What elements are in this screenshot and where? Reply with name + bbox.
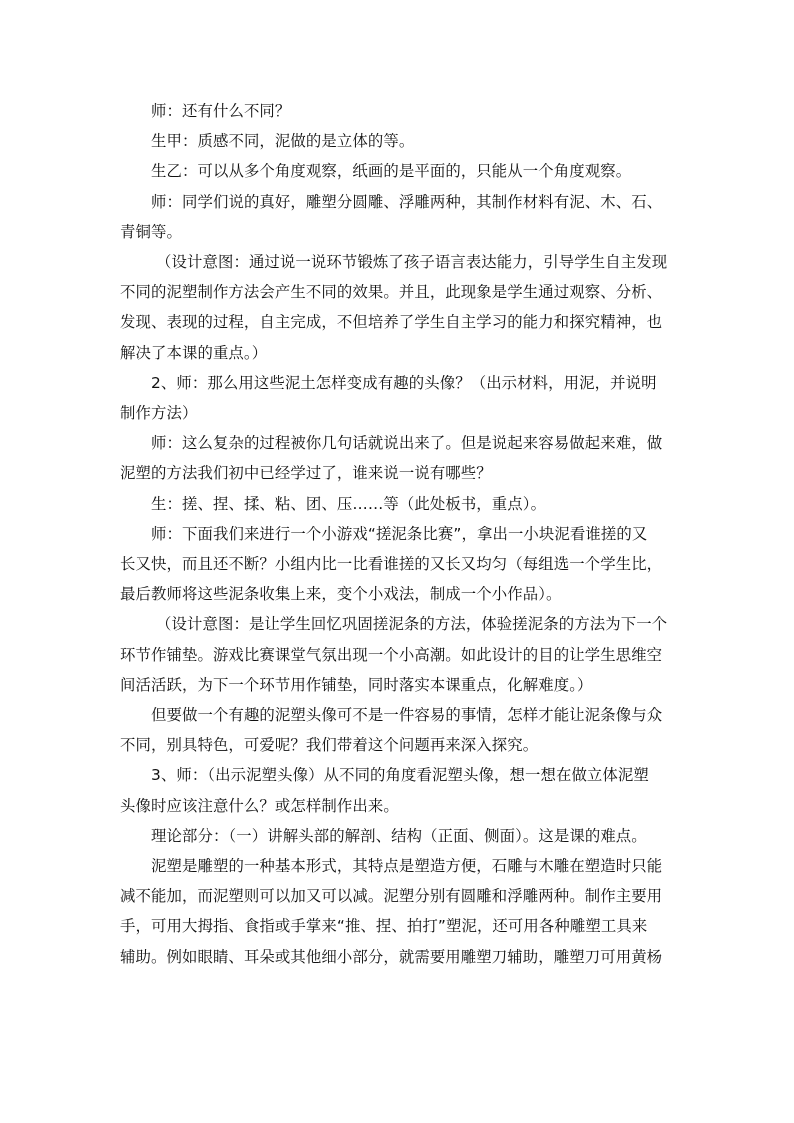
document-body — [120, 96, 680, 972]
paragraph-design-intent-1 — [120, 247, 680, 368]
text-line: 2、师：那么用这些泥土怎样变成有趣的头像？（出示材料，用泥，并说明 — [151, 373, 657, 392]
text-line: 生：搓、捏、揉、粘、团、压……等（此处板书，重点）。 — [151, 494, 547, 513]
paragraph-student-a — [120, 126, 680, 156]
text-line: 不同，别具特色，可爱呢？我们带着这个问题再来深入探究。 — [120, 736, 539, 755]
paragraph-step-3 — [120, 760, 680, 820]
text-line: 不同的泥塑制作方法会产生不同的效果。并且，此现象是学生通过观察、分析、 — [120, 283, 663, 302]
text-line: 最后教师将这些泥条收集上来，变个小戏法，制成一个小作品）。 — [120, 585, 562, 604]
text-line: 减不能加，而泥塑则可以加又可以减。泥塑分别有圆雕和浮雕两种。制作主要用 — [120, 887, 663, 906]
paragraph-teacher-game — [120, 519, 680, 610]
text-line: （设计意图：是让学生回忆巩固搓泥条的方法，体验搓泥条的方法为下一个 — [156, 615, 668, 634]
text-line: 师：这么复杂的过程被你几句话就说出来了。但是说起来容易做起来难，做 — [151, 434, 663, 453]
text-line: 师：同学们说的真好，雕塑分圆雕、浮雕两种，其制作材料有泥、木、石、 — [151, 192, 663, 211]
paragraph-clay-sculpture-intro — [120, 851, 680, 972]
paragraph-student-b — [120, 156, 680, 186]
paragraph-step-2 — [120, 368, 680, 428]
paragraph-design-intent-2 — [120, 609, 680, 700]
text-line: 间活活跃，为下一个环节用作铺垫，同时落实本课重点，化解难度。） — [120, 675, 593, 694]
text-line: （设计意图：通过说一说环节锻炼了孩子语言表达能力，引导学生自主发现 — [156, 253, 668, 272]
paragraph-challenge — [120, 700, 680, 760]
text-line: 理论部分：（一）讲解头部的解剖、结构（正面、侧面）。这是课的难点。 — [151, 826, 647, 845]
text-line: 青铜等。 — [120, 222, 182, 241]
text-line: 泥塑的方法我们初中已经学过了，谁来说一说有哪些？ — [120, 464, 492, 483]
text-line: 但要做一个有趣的泥塑头像可不是一件容易的事情，怎样才能让泥条像与众 — [151, 706, 663, 725]
text-line: 师：下面我们来进行一个小游戏“搓泥条比赛”，拿出一小块泥看谁搓的又 — [151, 524, 648, 543]
text-line: 长又快，而且还不断？小组内比一比看谁搓的又长又均匀（每组选一个学生比， — [120, 555, 663, 574]
text-line: 生乙：可以从多个角度观察，纸画的是平面的，只能从一个角度观察。 — [151, 162, 632, 181]
paragraph-student-techniques — [120, 489, 680, 519]
paragraph-teacher-question — [120, 96, 680, 126]
text-line: 泥塑是雕塑的一种基本形式，其特点是塑造方便，石雕与木雕在塑造时只能 — [151, 857, 663, 876]
text-line: 3、师：（出示泥塑头像）从不同的角度看泥塑头像，想一想在做立体泥塑 — [151, 766, 649, 785]
text-line: 头像时应该注意什么？或怎样制作出来。 — [120, 796, 399, 815]
paragraph-theory — [120, 821, 680, 851]
text-line: 环节作铺垫。游戏比赛课堂气氛出现一个小高潮。如此设计的目的让学生思维空 — [120, 645, 663, 664]
text-line: 手，可用大拇指、食指或手掌来“推、捏、拍打”塑泥，还可用各种雕塑工具来 — [120, 917, 648, 936]
text-line: 制作方法） — [120, 404, 198, 423]
text-line: 生甲：质感不同，泥做的是立体的等。 — [151, 132, 415, 151]
text-line: 解决了本课的重点。） — [120, 343, 268, 362]
text-line: 发现、表现的过程，自主完成，不但培养了学生自主学习的能力和探究精神，也 — [120, 313, 663, 332]
paragraph-teacher-sculpture-types — [120, 187, 680, 247]
paragraph-teacher-complex-process — [120, 428, 680, 488]
text-line: 辅助。例如眼睛、耳朵或其他细小部分，就需要用雕塑刀辅助，雕塑刀可用黄杨 — [120, 947, 663, 966]
text-line: 师：还有什么不同？ — [151, 102, 291, 120]
